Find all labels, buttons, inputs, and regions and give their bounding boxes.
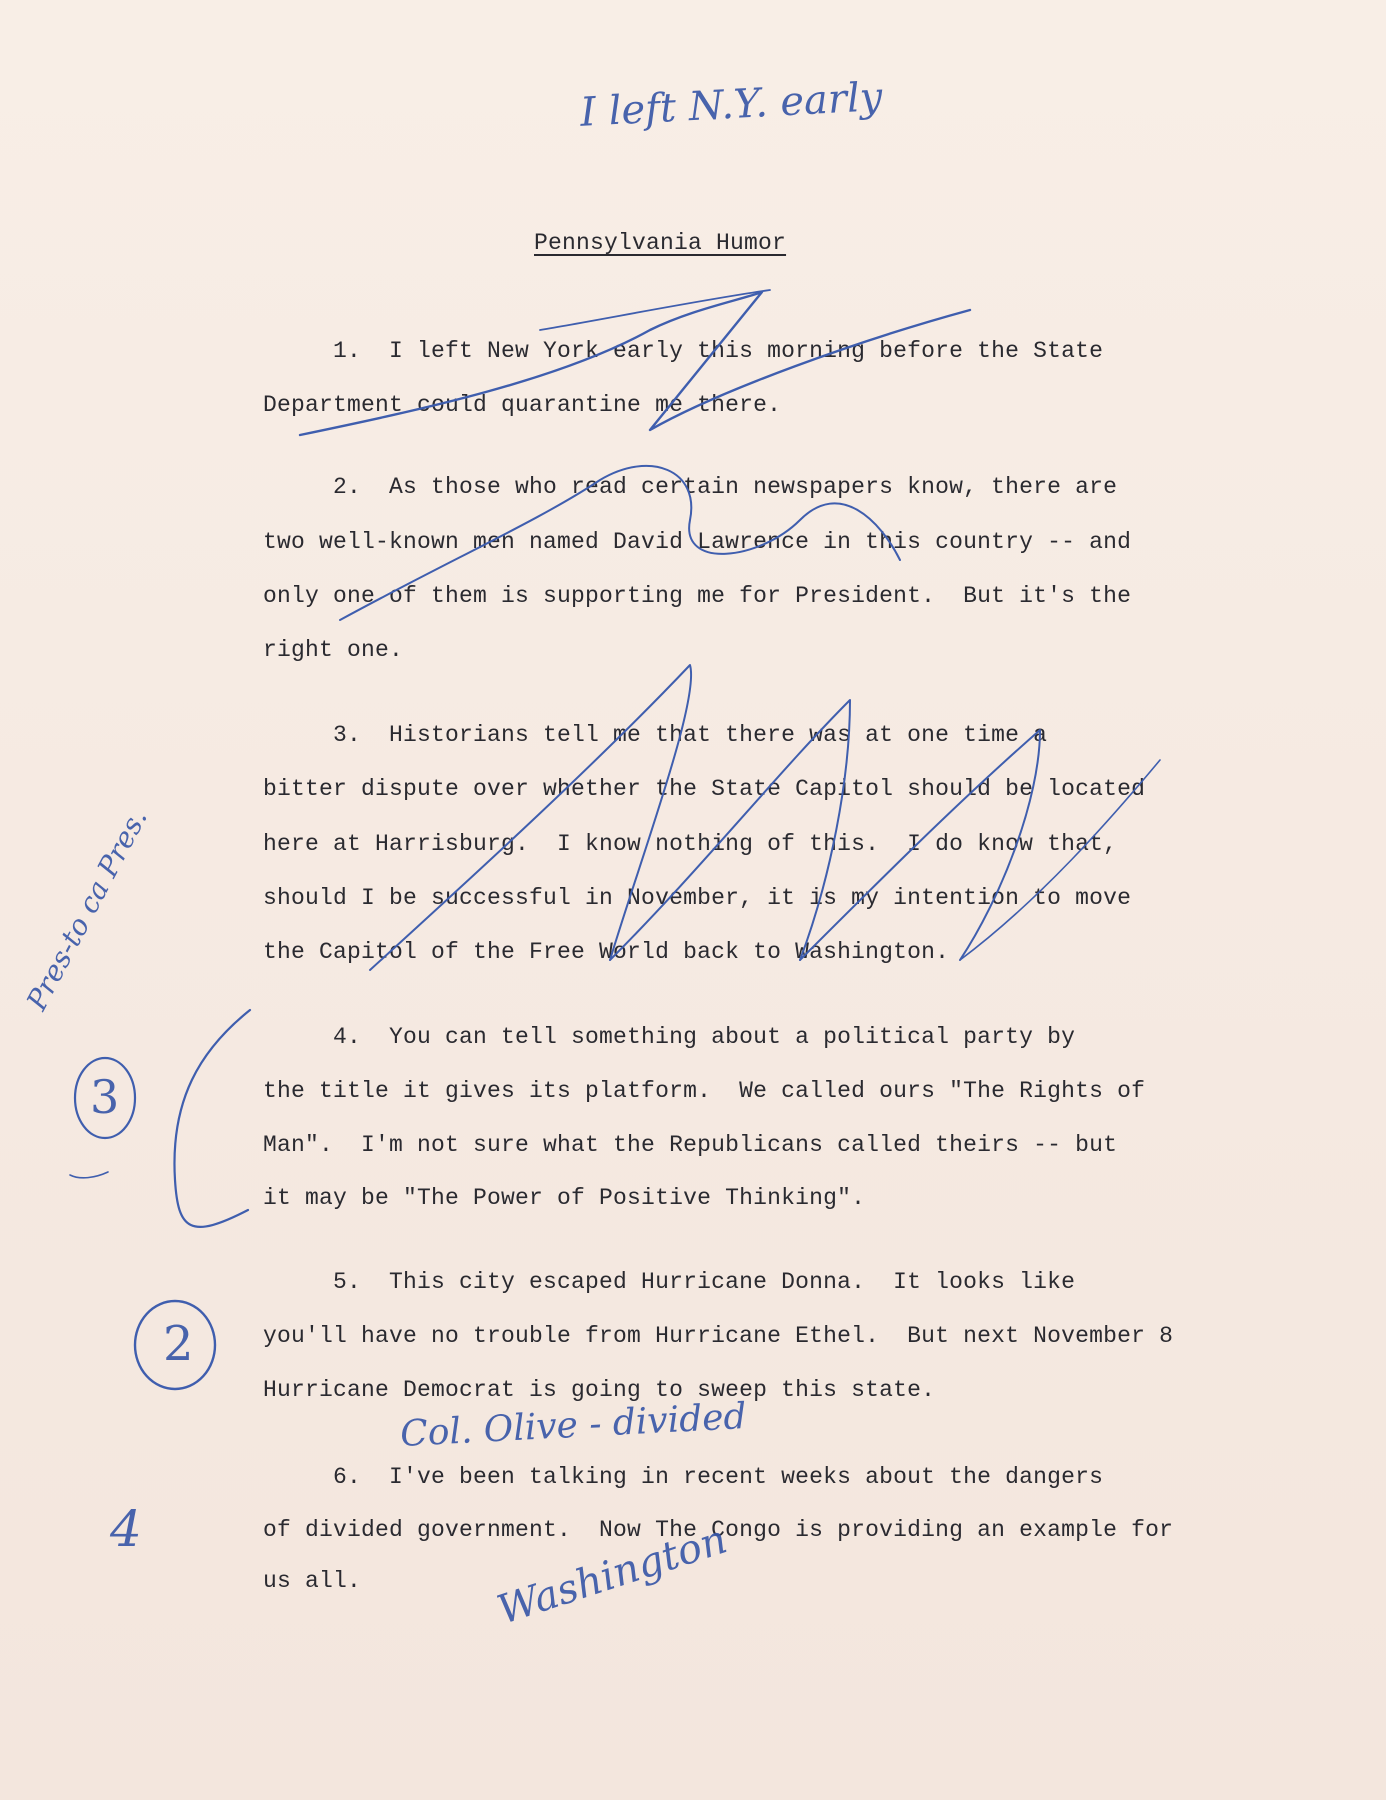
handwritten-top-note: I left N.Y. early <box>579 74 884 136</box>
paragraph-3-line-5: the Capitol of the Free World back to Washington. <box>263 939 950 965</box>
paragraph-3-line-2: bitter dispute over whether the State Capitol should be located <box>263 776 1146 802</box>
handwritten-circled-3: 3 <box>90 1070 120 1124</box>
paragraph-2-line-1: 2. As those who read certain newspapers know, there are <box>263 474 1118 500</box>
paragraph-4-line-4: it may be "The Power of Positive Thinking". <box>263 1185 866 1211</box>
handwritten-margin-note: Pres-to ca Pres. <box>20 803 154 1016</box>
paragraph-4-line-2: the title it gives its platform. We called ours "The Rights of <box>263 1078 1146 1104</box>
bracket-paragraph-4 <box>174 1010 250 1227</box>
paragraph-3-line-4: should I be successful in November, it is my intention to move <box>263 885 1132 911</box>
paragraph-6-line-1: 6. I've been talking in recent weeks about the dangers <box>263 1464 1104 1490</box>
margin-tick <box>70 1172 108 1178</box>
paragraph-6-line-2: of divided government. Now The Congo is providing an example for <box>263 1517 1174 1543</box>
paragraph-2-line-4: right one. <box>263 637 404 663</box>
paragraph-2-line-3: only one of them is supporting me for President. But it's the <box>263 583 1132 609</box>
handwritten-between-note: Col. Olive - divided <box>399 1395 748 1456</box>
handwritten-bottom-signature: Washington <box>492 1516 733 1634</box>
paragraph-3-line-1: 3. Historians tell me that there was at one time a <box>263 722 1048 748</box>
paragraph-4-line-1: 4. You can tell something about a political party by <box>263 1024 1076 1050</box>
paragraph-2-line-2: two well-known men named David Lawrence in this country -- and <box>263 529 1132 555</box>
paragraph-1-line-1: 1. I left New York early this morning before the State <box>263 338 1104 364</box>
paragraph-6-line-3: us all. <box>263 1568 362 1594</box>
page-title: Pennsylvania Humor <box>534 230 787 256</box>
paragraph-5-line-3: Hurricane Democrat is going to sweep this state. <box>263 1377 936 1403</box>
strike-paragraph-3-loop-1 <box>370 665 691 970</box>
paragraph-4-line-3: Man". I'm not sure what the Republicans called theirs -- but <box>263 1132 1118 1158</box>
paragraph-5-line-2: you'll have no trouble from Hurricane Ethel. But next November 8 <box>263 1323 1174 1349</box>
handwritten-circled-2: 2 <box>163 1316 194 1372</box>
paragraph-3-line-3: here at Harrisburg. I know nothing of this. I do know that, <box>263 831 1118 857</box>
strike-paragraph-1-b <box>540 290 770 330</box>
paragraph-1-line-2: Department could quarantine me there. <box>263 392 782 418</box>
handwritten-margin-4: 4 <box>110 1500 142 1558</box>
paragraph-5-line-1: 5. This city escaped Hurricane Donna. It looks like <box>263 1269 1076 1295</box>
